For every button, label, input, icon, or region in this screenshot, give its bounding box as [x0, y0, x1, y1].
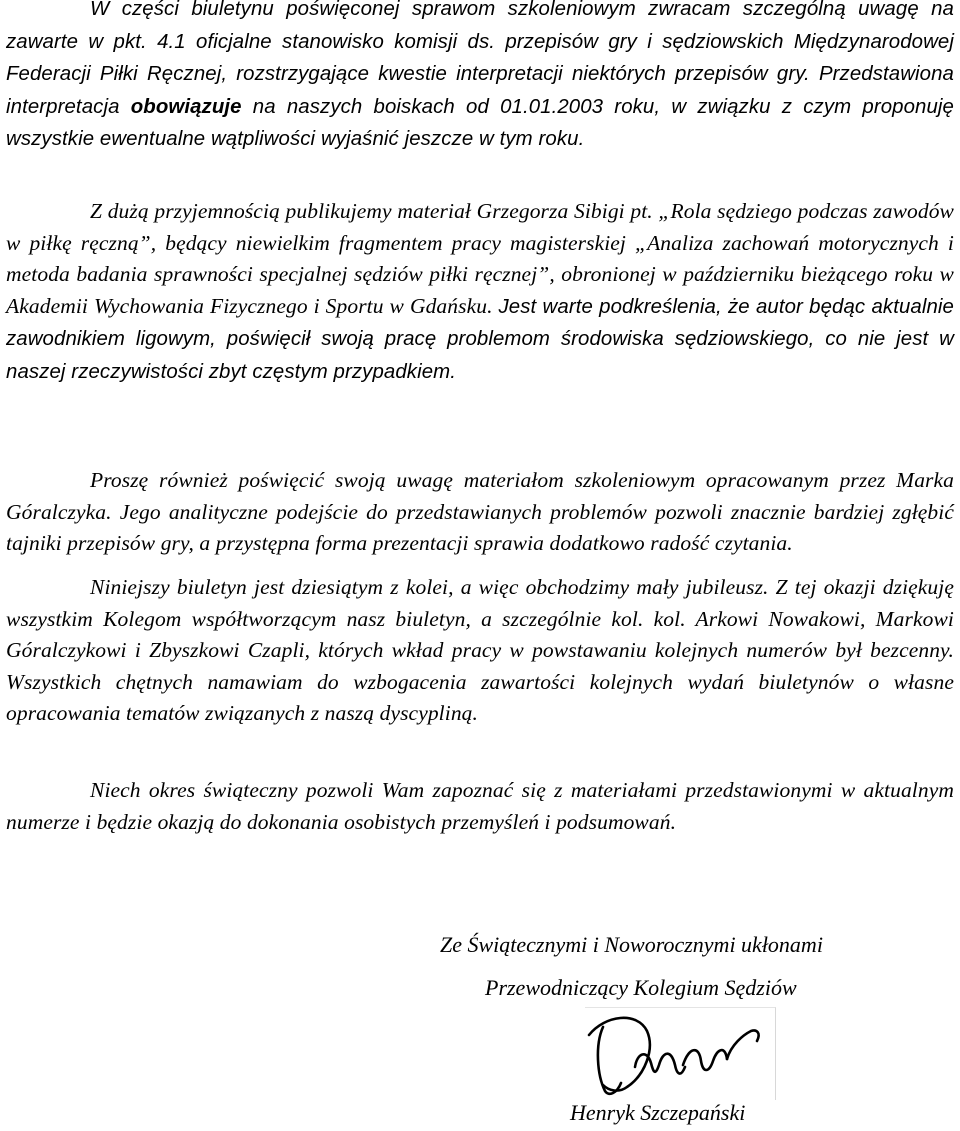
closing-greeting: Ze Świątecznymi i Noworocznymi ukłonami — [440, 932, 823, 957]
paragraph-2-text: Z dużą przyjemnością publikujemy materiał Grzegorza Sibigi pt. „Rola sędziego podczas zawodów w piłkę ręczną”, będący niewielkim fragmentem pracy magisterskiej „Analiza zachowań motorycznych i metoda badania sprawności specjalnej sędziów piłki ręcznej”, obronionej w październiku bieżącego roku w Akademii Wychowania Fizycznego i Sportu w Gdańsku. — [6, 199, 954, 318]
paragraph-1-text-end: na naszych boiskach od 01.01.2003 roku, w związku z czym proponuję wszystkie ewentualne wątpliwości wyjaśnić jeszcze w tym roku. — [6, 95, 954, 151]
paragraph-holiday-wishes: Niech okres świąteczny pozwoli Wam zapoznać się z materiałami przedstawionymi w aktualnym numerze i będzie okazją do dokonania osobistych przemyśleń i podsumowań. — [6, 778, 954, 834]
paragraph-goralczyk-material: Proszę również poświęcić swoją uwagę materiałom szkoleniowym opracowanym przez Marka Góralczyka. Jego analityczne podejście do przedstawianych problemów pozwoli znacznie bardziej zgłębić tajniki przepisów gry, a przystępna forma prezentacji sprawia dodatkowo radość czytania. — [6, 468, 954, 556]
paragraph-1-text: W części biuletynu poświęconej sprawom szkoleniowym zwracam szczególną uwagę na zawarte w pkt. 4.1 oficjalne stanowisko komisji ds. przepisów gry i sędziowskich Międzynarodowej Federacji Piłki Ręcznej, rozstrzygające kwestie interpretacji niektórych przepisów gry. Przedstawiona interpretacja — [6, 0, 954, 118]
paragraph-2-text-end: Jest warte podkreślenia, że autor będąc aktualnie zawodnikiem ligowym, poświęcił swoją pracę problemom środowiska sędziowskiego, co nie jest w naszej rzeczywistości zbyt częstym przypadkiem. — [6, 295, 954, 383]
signatory-position: Przewodniczący Kolegium Sędziów — [485, 975, 797, 1000]
paragraph-1-bold-word: obowiązuje — [130, 95, 242, 118]
paragraph-training-section — [6, 0, 954, 156]
paragraph-sibiga-material — [6, 196, 954, 389]
signatory-name: Henryk Szczepański — [570, 1100, 746, 1125]
paragraph-jubilee-thanks: Niniejszy biuletyn jest dziesiątym z kolei, a więc obchodzimy mały jubileusz. Z tej okazji dziękuję wszystkim Kolegom współtworzącym nasz biuletyn, a szczególnie kol. kol. Arkowi Nowakowi, Markowi Góralczykowi i Zbyszkowi Czapli, których wkład pracy w powstawaniu kolejnych numerów był bezcenny. Wszystkich chętnych namawiam do wzbogacenia zawartości kolejnych wydań biuletynów o własne opracowania tematów związanych z naszą dyscypliną. — [6, 575, 954, 726]
handwritten-signature — [575, 1005, 780, 1105]
